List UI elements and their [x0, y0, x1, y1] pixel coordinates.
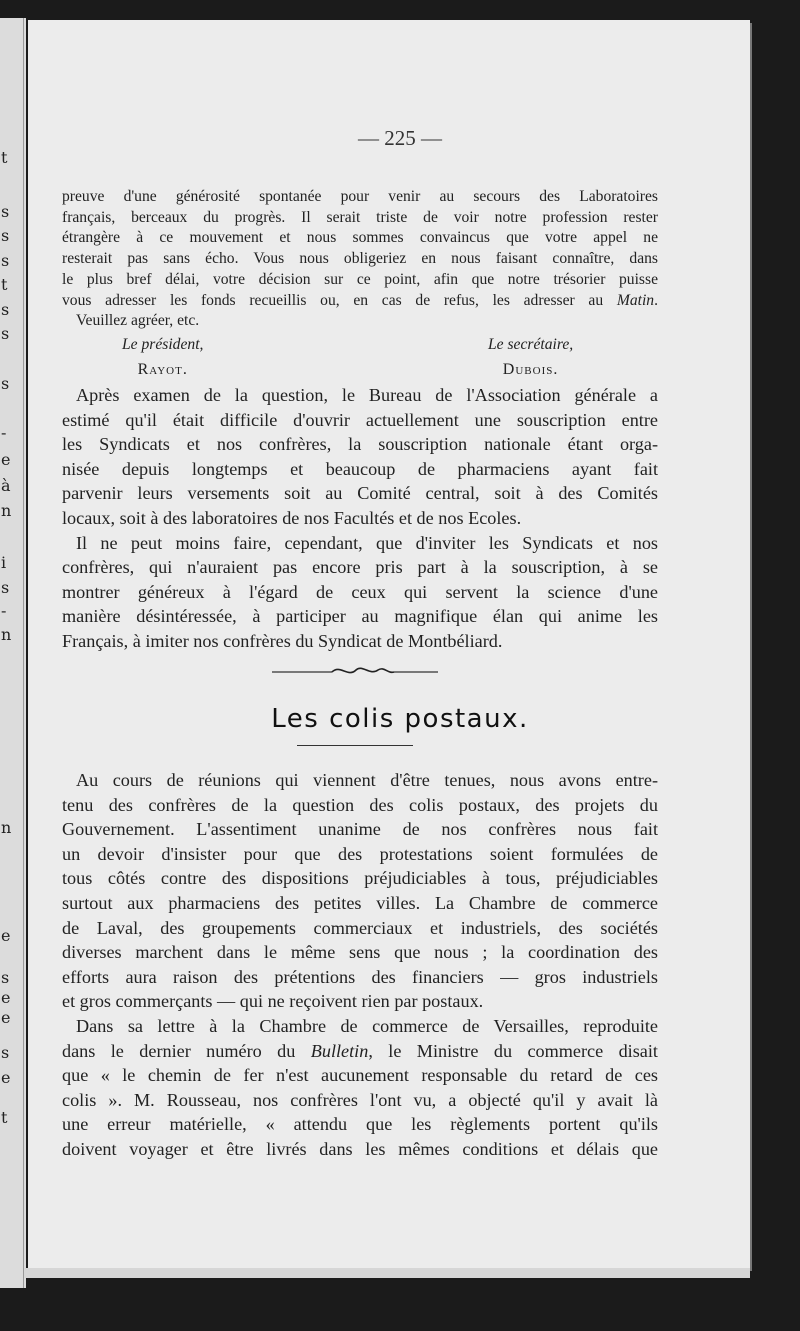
margin-letter: e	[1, 988, 11, 1007]
text-line: confrères, qui n'auraient pas encore pris part à la souscription, à se	[62, 557, 658, 578]
president-role: Le président,	[122, 336, 204, 353]
text-line: diverses marchent dans le même sens que nous ; la coordination des	[62, 942, 658, 963]
text-line: nisée depuis longtemps et beaucoup de pharmaciens ayant fait	[62, 458, 658, 479]
text-line: Au cours de réunions qui viennent d'être tenues, nous avons entre-	[76, 770, 658, 790]
text-line: et gros commerçants — qui ne reçoivent rien par postaux.	[62, 991, 484, 1012]
margin-letter: n	[1, 625, 12, 644]
margin-letter: t	[1, 275, 8, 294]
closing-line: Veuillez agréer, etc.	[76, 312, 200, 330]
text-line: que « le chemin de fer n'est aucunement responsable du retard de ces	[62, 1065, 658, 1086]
margin-letter: s	[1, 226, 10, 245]
margin-letter: s	[1, 202, 10, 221]
text-line: tous côtés contre des dispositions préjudiciables à tous, préjudiciables	[62, 868, 658, 889]
separator-flourish	[332, 668, 394, 672]
association-paragraphs	[62, 383, 658, 654]
text-line: français, berceaux du progrès. Il serait triste de voir notre profession rester	[62, 208, 658, 226]
text-line: parvenir leurs versements soit au Comité central, soit à des Comités	[62, 483, 658, 504]
text-line: resterait pas sans écho. Vous nous obligeriez en nous faisant connaître, dans	[62, 250, 658, 268]
margin-letter: s	[1, 324, 10, 343]
text-line: étrangère à ce mouvement et nous sommes convaincus que votre appel ne	[62, 229, 658, 247]
title-underline	[297, 745, 413, 746]
margin-letter: e	[1, 450, 11, 469]
margin-letter: s	[1, 374, 10, 393]
text-line: vous adresser les fonds recueillis ou, en cas de refus, les adresser au Matin.	[62, 291, 658, 309]
text-line: Après examen de la question, le Bureau de l'Association générale a	[76, 385, 658, 405]
decorative-separator	[270, 660, 440, 680]
text-line: locaux, soit à des laboratoires de nos Facultés et de nos Ecoles.	[62, 507, 522, 528]
text-line: manière désintéressée, à participer au magnifique élan qui anime les	[62, 606, 658, 627]
page-number: — 225 —	[358, 126, 442, 150]
margin-letter: n	[1, 818, 12, 837]
margin-letter: t	[1, 148, 8, 167]
margin-letter: e	[1, 1008, 11, 1027]
colis-postaux-text	[62, 768, 658, 1162]
president-signature	[122, 335, 203, 380]
text-line: un devoir d'insister pour que des protestations soient formulées de	[62, 843, 658, 864]
text-line: colis ». M. Rousseau, nos confrères l'ont vu, a objecté qu'il y avait là	[62, 1089, 658, 1110]
margin-letter: s	[1, 968, 10, 987]
president-name: Rayot.	[137, 360, 188, 378]
text-line: les Syndicats et nos confrères, la souscription nationale étant orga-	[62, 434, 658, 455]
margin-letter: e	[1, 1068, 11, 1087]
letter-text	[62, 187, 658, 378]
secretary-name: Dubois.	[502, 360, 559, 378]
margin-letter: s	[1, 251, 10, 270]
text-line: le plus bref délai, votre décision sur ce point, afin que notre trésorier puisse	[62, 270, 658, 288]
text-line: montrer généreux à l'égard de ceux qui servent la science d'une	[62, 581, 658, 602]
section-title: Les colis postaux.	[271, 704, 529, 734]
margin-letter: i	[1, 553, 7, 572]
text-line: une erreur matérielle, « attendu que les règlements portent qu'ils	[62, 1114, 658, 1135]
text-line: doivent voyager et être livrés dans les mêmes conditions et délais que	[62, 1138, 658, 1159]
margin-letter: n	[1, 501, 12, 520]
page-gutter-line	[23, 18, 24, 1288]
margin-letter: s	[1, 578, 10, 597]
text-line: preuve d'une générosité spontanée pour venir au secours des Laboratoires	[62, 188, 658, 205]
text-line: de Laval, des groupements commerciaux et industriels, des sociétés	[62, 917, 658, 938]
margin-letter: e	[1, 926, 11, 945]
margin-letter: s	[1, 300, 10, 319]
secretary-signature	[488, 335, 573, 380]
margin-letter: t	[1, 1108, 8, 1127]
text-line: Dans sa lettre à la Chambre de commerce de Versailles, reproduite	[76, 1015, 658, 1036]
text-line: Français, à imiter nos confrères du Syndicat de Montbéliard.	[62, 630, 503, 651]
page-bottom-edge	[24, 1268, 750, 1278]
text-line: dans le dernier numéro du Bulletin, le Ministre du commerce disait	[62, 1040, 658, 1061]
text-line: Il ne peut moins faire, cependant, que d'inviter les Syndicats et nos	[76, 532, 658, 553]
text-line: efforts aura raison des prétentions des financiers — gros industriels	[62, 966, 658, 987]
margin-letter: -	[1, 423, 7, 442]
text-line: surtout aux pharmaciens des petites villes. La Chambre de commerce	[62, 892, 658, 913]
text-line: tenu des confrères de la question des colis postaux, des projets du	[62, 794, 658, 815]
secretary-role: Le secrétaire,	[488, 336, 574, 353]
adjacent-page-edge	[0, 18, 26, 1288]
margin-letter: à	[1, 476, 11, 495]
text-line: estimé qu'il était difficile d'ouvrir actuellement une souscription entre	[62, 409, 658, 430]
text-line: Gouvernement. L'assentiment unanime de nos confrères nous fait	[62, 819, 658, 840]
margin-letter: -	[1, 601, 7, 620]
margin-letter: s	[1, 1043, 10, 1062]
